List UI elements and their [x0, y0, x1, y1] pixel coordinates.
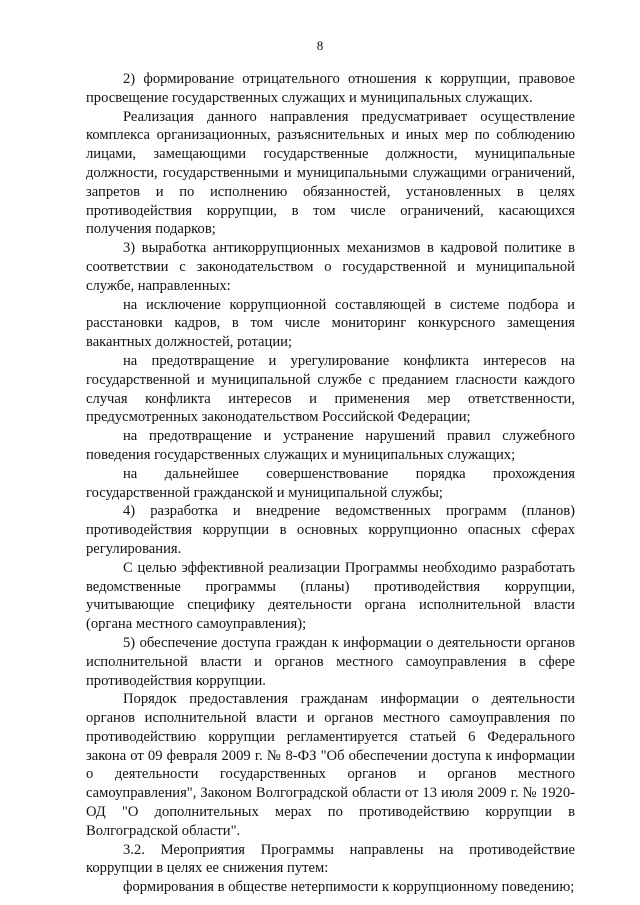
paragraph: формирования в обществе нетерпимости к коррупционному поведению; [123, 879, 575, 896]
paragraph: 3.2. Мероприятия Программы направлены на противодействие коррупции в целях ее снижения путем: [86, 841, 575, 877]
paragraph: 4) разработка и внедрение ведомственных программ (планов) противодействия коррупции в основных коррупционно опасных сферах регулирования. [86, 503, 575, 557]
page-number: 8 [316, 38, 324, 53]
paragraph: Порядок предоставления гражданам информации о деятельности органов исполнительной власти и органов местного самоуправления по противодействию коррупции регламентируется статьей 6 Федерального закона от 09 февраля 2009 г. № 8-ФЗ "Об обеспечении доступа к информации о деятельности государственных органов и органов местного самоуправления", Законом Волгоградской области от 13 июля 2009 г. № 1920-ОД "О дополнительных мерах по противодействию коррупции в Волгоградской области". [86, 691, 575, 839]
paragraph: на предотвращение и устранение нарушений правил служебного поведения государственных служащих и муниципальных служащих; [86, 428, 575, 463]
paragraph: 5) обеспечение доступа граждан к информации о деятельности органов исполнительной власти и органов местного самоуправления в сфере противодействия коррупции. [86, 634, 575, 689]
paragraph: на предотвращение и урегулирование конфликта интересов на государственной и муниципальной службе с преданием гласности каждого случая конфликта интересов и применения мер ответственности, предусмотренных законодательством Российской Федерации; [86, 352, 575, 426]
paragraph: Реализация данного направления предусматривает осуществление комплекса организационных, разъяснительных и иных мер по соблюдению лицами, замещающими государственные должности, муниципальные должности, государственными и муниципальными служащими ограничений, запретов и по исполнению обязанностей, установленных в целях противодействия коррупции, в том числе ограничений, касающихся получения подарков; [86, 108, 575, 238]
page-body [86, 70, 575, 897]
paragraph: 3) выработка антикоррупционных механизмов в кадровой политике в соответствии с законодательством о государственной и муниципальной службе, направленных: [86, 240, 575, 294]
paragraph: на дальнейшее совершенствование порядка прохождения государственной гражданской и муниципальной службы; [86, 465, 575, 501]
paragraph: 2) формирование отрицательного отношения к коррупции, правовое просвещение государственных служащих и муниципальных служащих. [86, 71, 575, 106]
paragraph: С целью эффективной реализации Программы необходимо разработать ведомственные программы (планы) противодействия коррупции, учитывающие специфику деятельности органа исполнительной власти (органа местного самоуправления); [86, 559, 575, 633]
paragraph: на исключение коррупционной составляющей в системе подбора и расстановки кадров, в том числе мониторинг конкурсного замещения вакантных должностей, ротации; [86, 296, 575, 351]
